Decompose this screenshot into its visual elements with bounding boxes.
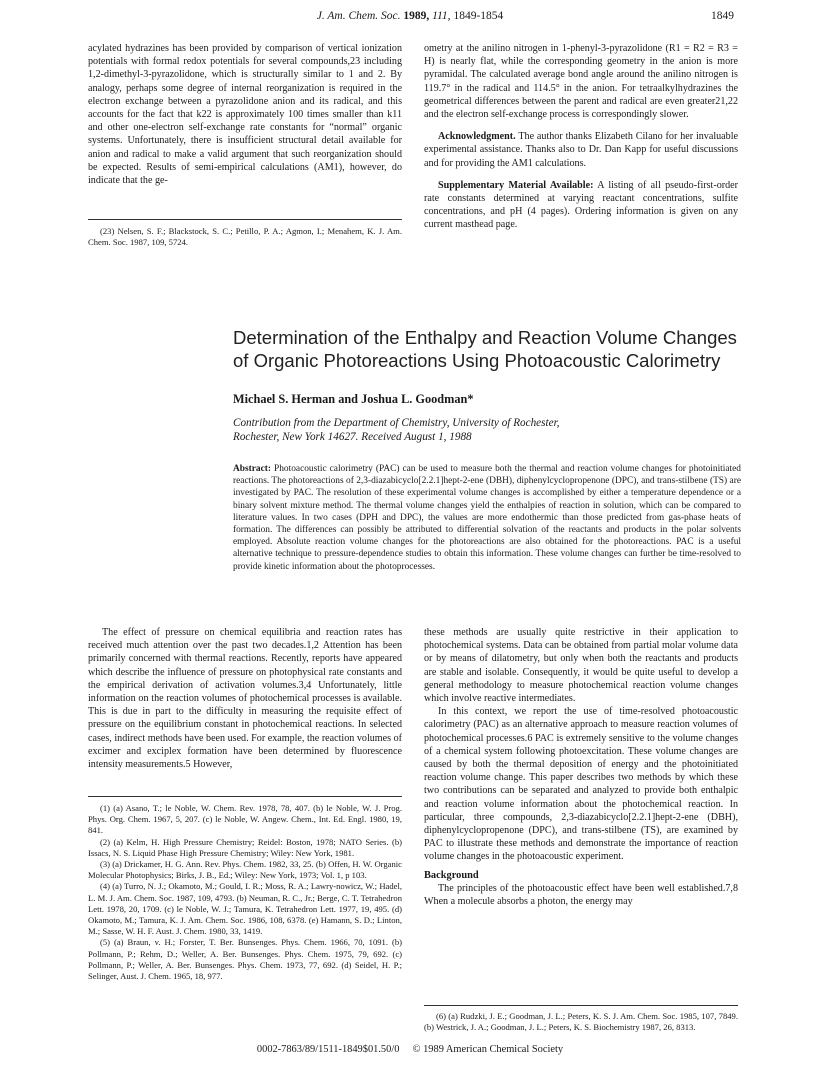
affiliation-line-1: Contribution from the Department of Chemistry, University of Rochester, <box>233 417 560 429</box>
title-line-2: of Organic Photoreactions Using Photoacoustic Calorimetry <box>233 350 721 371</box>
page-number: 1849 <box>711 10 734 22</box>
supplementary-label: Supplementary Material Available: <box>438 179 594 191</box>
footnote-rule <box>88 219 402 220</box>
section-heading-background: Background <box>424 869 479 881</box>
acknowledgment-paragraph <box>424 130 738 170</box>
footnote-4: (4) (a) Turro, N. J.; Okamoto, M.; Gould, I. R.; Moss, R. A.; Lawry-nowicz, W.; Hadel, L. M. J. Am. Chem. Soc. 1987, 109, 4793. (b) Neuman, R. C., Jr.; Berge, C. T. Tetrahedron Lett. 1978, 20, 1709. (c) le Noble, W. J.; Tamura, K. Tetrahedron Lett. 1977, 19, 495. (d) Okamoto, M.; Tamura, K. J. Am. Chem. Soc. 1986, 108, 6378. (e) Hamann, S. D.; Linton, M.; Sasse, W. H. F. Aust. J. Chem. 1980, 33, 1419. <box>88 881 402 937</box>
footnote-6: (6) (a) Rudzki, J. E.; Goodman, J. L.; Peters, K. S. J. Am. Chem. Soc. 1985, 107, 7849. (b) Westrick, J. A.; Goodman, J. L.; Peters, K. S. Biochemistry 1987, 26, 8313. <box>424 1011 738 1033</box>
title-line-1: Determination of the Enthalpy and Reaction Volume Changes <box>233 327 737 348</box>
abstract-text: Photoacoustic calorimetry (PAC) can be used to measure both the thermal and reaction volume changes for photoinitiated reactions. The photoreactions of 2,3-diazabicyclo[2.2.1]hept-2-ene (DBH), diphenylcyclopropenone (DPC), and trans-stilbene (TS) are investigated by PAC. The resolution of these experimental volume changes is accomplished by either a temperature dependence or a binary solvent mixture method. The thermal volume changes yield the enthalpies of reaction in solution, which can be compared to literature values. In two cases (DPH and DPC), the values are more endothermic than those predicted from gas-phase heats of formation. The differences can possibly be attributed to differential solvation of the reactants and products in the polar solvents employed. Absolute reaction volume changes for the photoreactions are also obtained for the photoreactions. PAC is a useful alternative technique to pressure-dependence studies to obtain this information. These volume changes can further be time-resolved to provide kinetic information about the photoprocesses. <box>233 464 741 572</box>
body-footnotes-left <box>88 803 402 982</box>
journal-citation <box>0 10 820 22</box>
body-left-column <box>88 626 402 771</box>
prev-article-right-column <box>424 42 738 232</box>
page-footer <box>0 1044 820 1055</box>
prev-article-left-text: acylated hydrazines has been provided by comparison of vertical ionization potentials with formal redox potentials for several compounds,23 including 1,2-dimethyl-3-pyrazolidone, which is structurally similar to 1 and 2. By analogy, perhaps some degree of internal reorganization is required in the electron exchange between a pyrazolidone anion and its radical, and this accounts for the fact that k22 is approximately 100 times smaller than k11 and other one-electron self-exchange rate constants for “normal” organic systems. Unfortunately, there is insufficient structural detail available for anion and radical to make a valid argument that such reorganization should be expected. Results of semi-empirical calculations (AM1), however, do indicate that the ge- <box>88 43 402 187</box>
intro-paragraph-2: In this context, we report the use of time-resolved photoacoustic calorimetry (PAC) as an alternative approach to measure reaction volumes of photochemical processes.6 PAC is extremely sensitive to the volume changes of a chemical system following photoexcitation. These volume changes are caused by both the thermal deposition of energy and the photoinitiated reaction volume change. This paper describes two methods by which these two contributions can be separated and analyzed to provide both enthalpic and reaction volume information about the photochemical reaction. In particular, three compounds, 2,3-diazabicyclo[2.2.1]hept-2-ene (DBH), diphenylcyclopropenone (DPC), and trans-stilbene (TS), are examined by PAC to illustrate these methods and demonstrate the importance of reaction volume changes in the photoacoustic experiment. <box>424 706 738 863</box>
footnote-1: (1) (a) Asano, T.; le Noble, W. Chem. Rev. 1978, 78, 407. (b) le Noble, W. J. Prog. Phys. Org. Chem. 1967, 5, 207. (c) le Noble, W. Angew. Chem., Int. Ed. Engl. 1980, 19, 841. <box>88 803 402 836</box>
footnote-2: (2) (a) Kelm, H. High Pressure Chemistry; Reidel: Boston, 1978; NATO Series. (b) Issacs, N. S. Liquid Phase High Pressure Chemistry; Wiley: New York, 1981. <box>88 836 402 858</box>
journal-pages: 1849-1854 <box>453 10 504 22</box>
journal-volume: 111, <box>432 10 451 22</box>
affiliation-line-2: Rochester, New York 14627. Received August 1, 1988 <box>233 431 472 443</box>
body-footnotes-right <box>424 1011 738 1033</box>
prev-article-right-text: ometry at the anilino nitrogen in 1-phenyl-3-pyrazolidone (R1 = R2 = R3 = H) is nearly flat, while the corresponding geometry in the anion is more pyramidal. The calculated average bond angle around the anilino nitrogen is 119.7° in the radical and 114.5° in the anion. For tetraalkylhydrazines the geometrical differences between the parent and radical are even greater21,22 and the electron self-exchange process is correspondingly slower. <box>424 43 738 121</box>
acknowledgment-label: Acknowledgment. <box>438 131 516 143</box>
intro-paragraph-1-cont: these methods are usually quite restrictive in their application to photochemical systems. Data can be obtained from partial molar volume data or by means of dilatometry, but only when both the reactants and products are stable and isolable. Consequently, it would be quite useful to develop a general methodology to measure photochemical reaction volume changes which involve reactive intermediates. <box>424 627 738 705</box>
prev-article-left-column <box>88 42 402 187</box>
journal-year: 1989, <box>403 10 430 22</box>
body-footnote-rule-right <box>424 1005 738 1006</box>
running-header <box>0 10 820 26</box>
acknowledgment-text: The author thanks Elizabeth Cilano for her invaluable experimental assistance. Thanks also to Dr. Dan Kapp for useful discussions and for providing the AM1 calculations. <box>424 131 738 169</box>
prev-article-footnote <box>88 226 402 248</box>
footnote-5: (5) (a) Braun, v. H.; Forster, T. Ber. Bunsenges. Phys. Chem. 1966, 70, 1091. (b) Pollmann, P.; Rehm, D.; Weller, A. Ber. Bunsenges. Phys. Chem. 1975, 79, 692. (c) Pollmann, P.; Weller, A. Ber. Bunsenges. Phys. Chem. 1973, 77, 692. (d) Seidel, H. P.; Selinger, Aust. J. Chem. 1965, 18, 977. <box>88 937 402 982</box>
supplementary-text: A listing of all pseudo-first-order rate constants determined at varying reactant concentrations, sulfite concentrations, and pH (4 pages). Ordering information is given on any current masthead page. <box>424 179 739 231</box>
supplementary-paragraph <box>424 179 738 232</box>
abstract <box>233 463 741 573</box>
intro-paragraph-1: The effect of pressure on chemical equilibria and reaction rates has received much attention over the past two decades.1,2 Attention has been primarily concerned with thermal reactions. Recently, reports have appeared which describe the influence of pressure on photophysical rate constants and the empirical derivation of activation volumes.3,4 Unfortunately, little information on the reaction volumes of photochemical processes is available. This is due in part to the difficulty in measuring the requisite effect of pressure on the equilibrium constant in photochemical reactions. In selected cases, indirect methods have been used. For example, the reaction volumes of excimer and exciplex formation have been determined by fluorescence intensity measurements.5 However, <box>88 627 402 771</box>
footnote-23: (23) Nelsen, S. F.; Blackstock, S. C.; Petillo, P. A.; Agmon, I.; Menahem, K. J. Am. Chem. Soc. 1987, 109, 5724. <box>88 226 402 248</box>
background-paragraph-1: The principles of the photoacoustic effect have been well established.7,8 When a molecule absorbs a photon, the energy may <box>424 882 738 908</box>
footnote-3: (3) (a) Drickamer, H. G. Ann. Rev. Phys. Chem. 1982, 33, 25. (b) Offen, H. W. Organic Molecular Photophysics; Birks, J. B., Ed.; Wiley: New York, 1973; Vol. 1, p 103. <box>88 859 402 881</box>
article-affiliation <box>233 416 753 444</box>
article-authors: Michael S. Herman and Joshua L. Goodman* <box>233 392 474 406</box>
body-footnote-rule-left <box>88 796 402 797</box>
article-title <box>233 326 793 372</box>
journal-name: J. Am. Chem. Soc. <box>316 10 401 22</box>
article-code: 0002-7863/89/1511-1849$01.50/0 <box>256 1044 400 1055</box>
abstract-label: Abstract: <box>233 464 272 474</box>
body-right-column <box>424 626 738 908</box>
copyright: © 1989 American Chemical Society <box>412 1044 564 1055</box>
